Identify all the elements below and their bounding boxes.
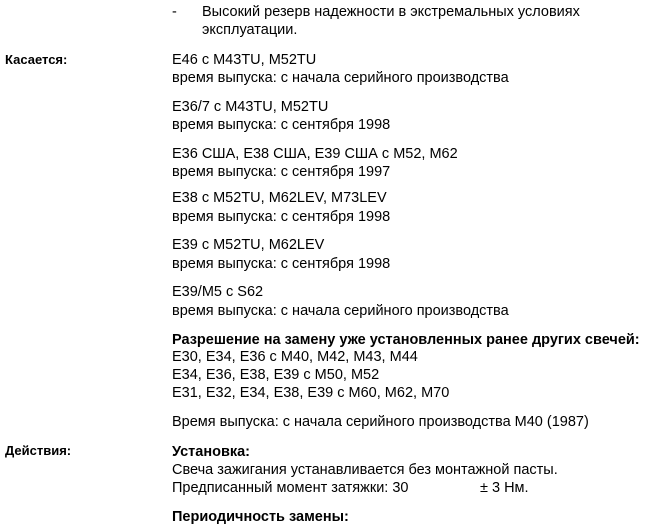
replacement-line: E30, E34, E36 с M40, M42, M43, M44: [172, 349, 418, 365]
entry-models: E36/7 с M43TU, M52TU: [172, 99, 329, 115]
entry-period: время выпуска: с сентября 1998: [172, 117, 391, 133]
torque-tolerance: ± 3 Нм.: [480, 480, 529, 496]
entry-period: время выпуска: с начала серийного производства: [172, 303, 509, 319]
entry-models: E46 с M43TU, M52TU: [172, 52, 317, 68]
entry-models: E39/M5 с S62: [172, 284, 264, 300]
entry-period: время выпуска: с начала серийного производства: [172, 70, 509, 86]
replacement-line: E31, E32, E34, E38, E39 с M60, M62, M70: [172, 385, 450, 401]
entry-period: время выпуска: с сентября 1998: [172, 256, 391, 272]
torque-label: Предписанный момент затяжки: 30: [172, 480, 409, 496]
actions-label: Действия:: [5, 443, 72, 458]
interval-heading: Периодичность замены:: [172, 509, 349, 525]
replacement-period: Время выпуска: с начала серийного производства M40 (1987): [172, 414, 589, 430]
entry-models: E36 США, E38 США, E39 США с M52, M62: [172, 146, 458, 162]
intro-line-1: Высокий резерв надежности в экстремальных условиях: [202, 4, 580, 20]
replacement-heading: Разрешение на замену уже установленных ранее других свечей:: [172, 332, 640, 348]
entry-period: время выпуска: с сентября 1998: [172, 209, 391, 225]
install-line: Свеча зажигания устанавливается без монтажной пасты.: [172, 462, 558, 478]
entry-models: E39 с M52TU, M62LEV: [172, 237, 325, 253]
entry-models: E38 с M52TU, M62LEV, M73LEV: [172, 190, 387, 206]
entry-period: время выпуска: с сентября 1997: [172, 164, 391, 180]
intro-line-2: эксплуатации.: [202, 22, 298, 38]
replacement-line: E34, E36, E38, E39 с M50, M52: [172, 367, 380, 383]
install-heading: Установка:: [172, 444, 251, 460]
applies-label: Касается:: [5, 52, 68, 67]
bullet-dash: -: [172, 4, 177, 20]
